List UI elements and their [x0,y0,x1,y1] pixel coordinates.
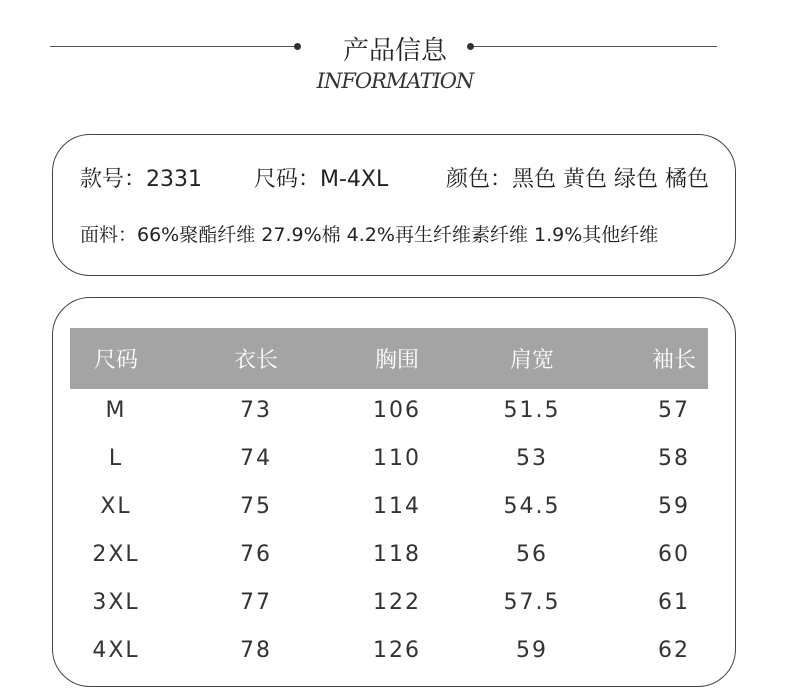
table-cell: 59 [516,638,548,663]
color-options: 颜色：黑色 黄色 绿色 橘色 [446,167,709,192]
table-cell: 77 [240,590,272,615]
fabric-composition: 面料：66%聚酯纤维 27.9%棉 4.2%再生纤维素纤维 1.9%其他纤维 [80,224,659,246]
table-cell: M [105,398,127,423]
table-cell: 73 [240,398,272,423]
table-cell: XL [100,494,132,519]
table-header-cell: 袖长 [651,348,697,373]
table-cell: 114 [373,494,421,519]
table-cell: 57.5 [503,590,561,615]
page-subtitle: INFORMATION [316,69,474,93]
page-title: 产品信息 [342,36,447,66]
table-header-cell: 尺码 [93,348,139,373]
table-cell: 59 [658,494,690,519]
table-header-cell: 衣长 [233,348,279,373]
table-header-cell: 胸围 [374,348,420,373]
table-cell: 2XL [92,542,140,567]
table-cell: 57 [658,398,690,423]
size-range: 尺码：M-4XL [254,167,389,192]
table-cell: 78 [240,638,272,663]
table-cell: 61 [658,590,690,615]
table-cell: 4XL [92,638,140,663]
table-header-cell: 肩宽 [509,348,555,373]
table-cell: 62 [658,638,690,663]
table-cell: 118 [373,542,421,567]
table-cell: 60 [658,542,690,567]
table-cell: 75 [240,494,272,519]
product-info-box [52,134,736,276]
table-cell: 56 [516,542,548,567]
table-cell: 74 [240,446,272,471]
table-cell: 58 [658,446,690,471]
table-cell: 51.5 [503,398,561,423]
table-cell: 126 [373,638,421,663]
table-cell: 53 [516,446,548,471]
table-cell: L [108,446,124,471]
table-cell: 110 [373,446,421,471]
table-cell: 76 [240,542,272,567]
table-cell: 122 [373,590,421,615]
style-number: 款号：2331 [80,167,202,192]
table-cell: 106 [373,398,421,423]
table-cell: 54.5 [503,494,561,519]
table-cell: 3XL [92,590,140,615]
